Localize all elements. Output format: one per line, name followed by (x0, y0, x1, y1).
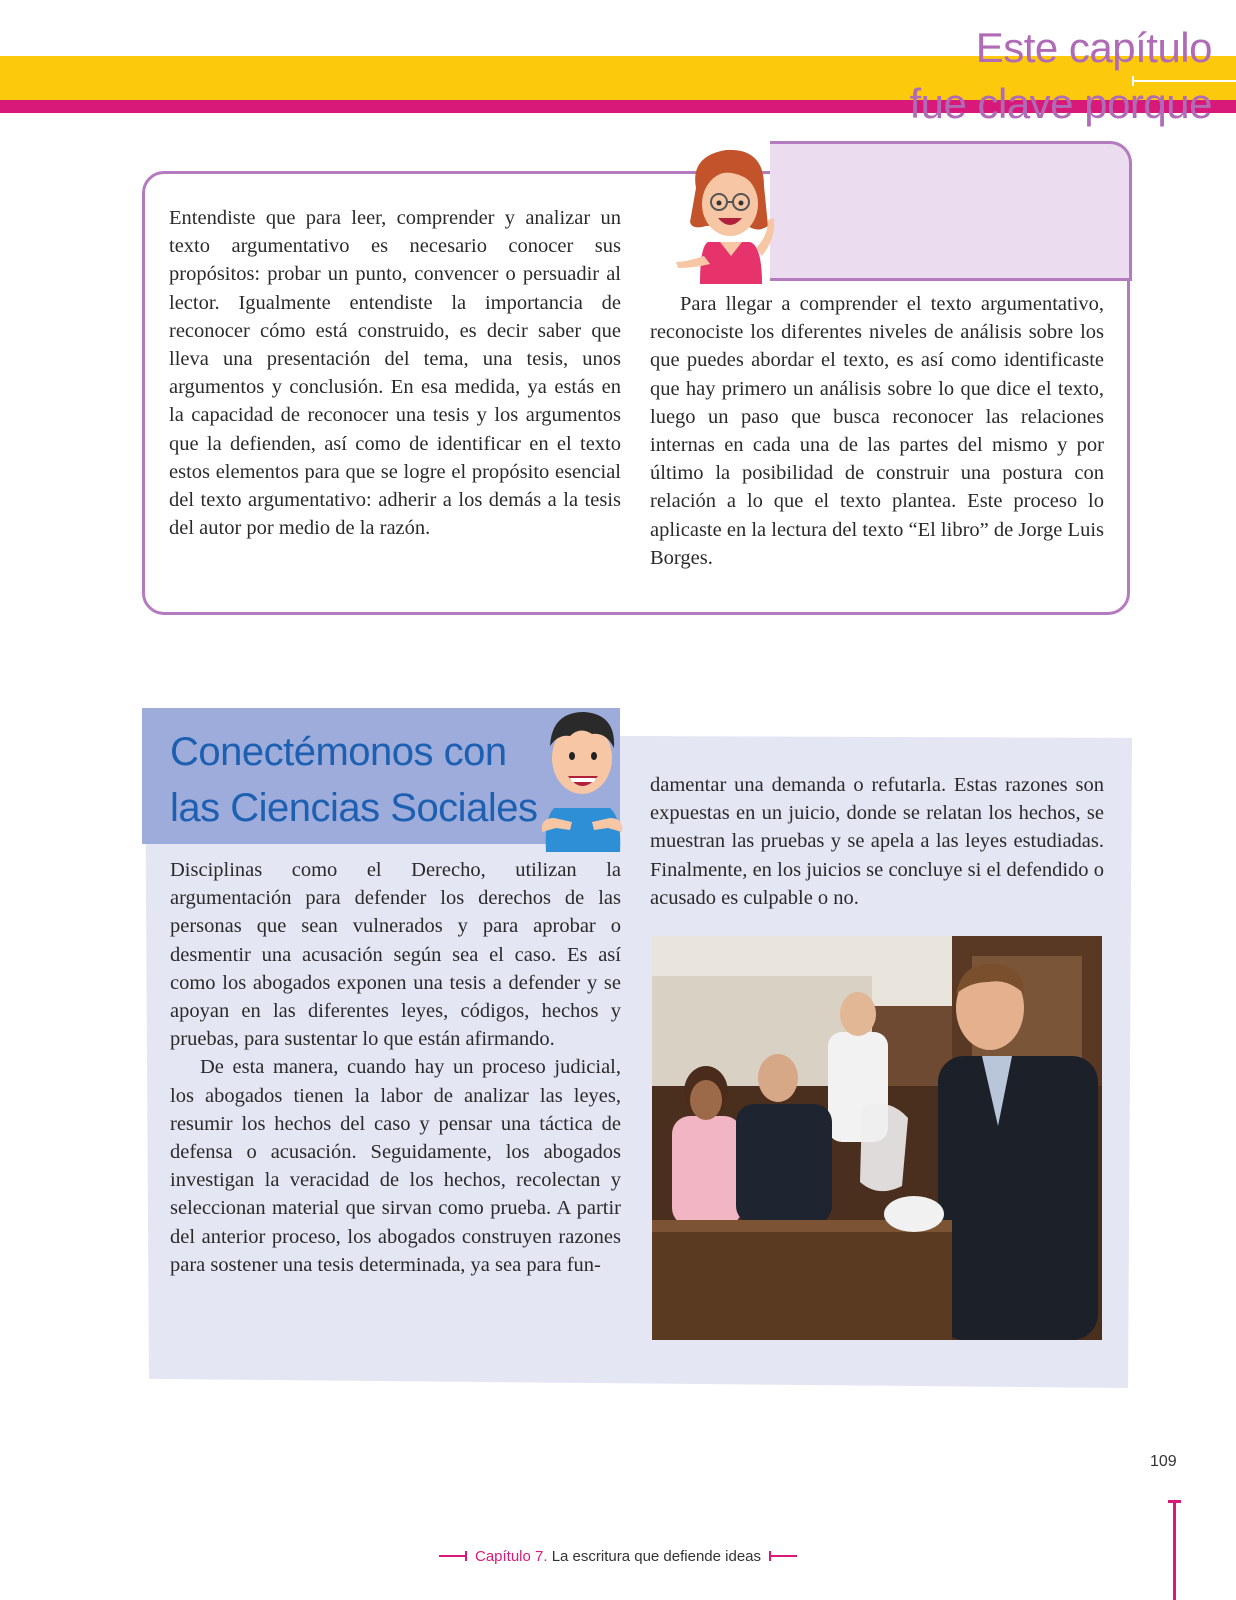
summary-title-box (770, 141, 1132, 281)
footer-chapter-label: Capítulo 7. (474, 1547, 548, 1565)
summary-title-line2: fue clave porque (909, 80, 1212, 127)
connection-left-paragraph-2: De esta manera, cuando hay un proceso judicial, los abogados tienen la labor de analizar las leyes, resumir los hechos del caso y pensar una táctica de defensa o acusación. Seguidamente, los abogados investigan la veracidad de los hechos, recolectan y seleccionan material que sirvan como prueba. A partir del anterior proceso, los abogados construyen razones para sostener una tesis determinada, ya sea para fun- (170, 1056, 621, 1276)
connection-right-paragraph: damentar una demanda o refutarla. Estas razones son expuestas en un juicio, donde se relatan los hechos, se muestran las pruebas y se apela a las leyes estudiadas. Finalmente, en los juicios se concluye si el defendido o acusado es culpable o no. (650, 774, 1104, 909)
courtroom-photo (652, 936, 1102, 1340)
connection-title-line1: Conectémonos con (170, 730, 507, 774)
footer (0, 1547, 1236, 1565)
summary-title (909, 20, 1212, 132)
connection-left-paragraph-1: Disciplinas como el Derecho, utilizan la argumentación para defender los derechos de las personas que sean vulnerados y para aprobar o desmentir una acusación según sea el caso. Es así como los abogados exponen una tesis a defender y se apoyan en las diferentes leyes, códigos, hechos y pruebas, para sustentar lo que están afirmando. (170, 859, 621, 1051)
summary-right-column (650, 290, 1104, 572)
connection-title-line2: las Ciencias Sociales (170, 786, 538, 830)
summary-left-paragraph: Entendiste que para leer, comprender y analizar un texto argumentativo es necesario conocer sus propósitos: probar un punto, convencer o persuadir al lector. Igualmente entendiste la importancia de reconocer cómo está construido, es decir saber que lleva una presentación del tema, una tesis, unos argumentos y conclusión. En esa medida, ya estás en la capacidad de reconocer una tesis y los argumentos que la defienden, así como de identificar en el texto estos elementos para que se logre el propósito esencial del texto argumentativo: adherir a los demás a la tesis del autor por medio de la razón. (169, 207, 621, 540)
connection-right-column (650, 771, 1104, 912)
footer-chapter (475, 1548, 761, 1565)
summary-title-line1: Este capítulo (975, 24, 1212, 71)
footer-right-bar (769, 1555, 797, 1557)
footer-chapter-title: La escritura que defiende ideas (551, 1547, 762, 1565)
page-number: 109 (1150, 1453, 1177, 1470)
connection-left-column (170, 856, 621, 1279)
courtroom-scene (652, 936, 1102, 1340)
summary-left-column (169, 204, 621, 542)
summary-right-paragraph: Para llegar a comprender el texto argumentativo, reconociste los diferentes niveles de análisis sobre los que puedes abordar el texto, es así como identificaste que hay primero un análisis sobre lo que dice el texto, luego un paso que busca reconocer las relaciones internas en cada una de las partes del mismo y por último la posibilidad de construir una postura con relación a lo que el texto plantea. Este proceso lo aplicaste en la lectura del texto “El libro” de Jorge Luis Borges. (650, 293, 1104, 569)
girl-teacher-illustration (676, 138, 786, 284)
footer-left-bar (439, 1555, 467, 1557)
boy-student-illustration (540, 706, 624, 852)
connection-title (170, 724, 537, 836)
